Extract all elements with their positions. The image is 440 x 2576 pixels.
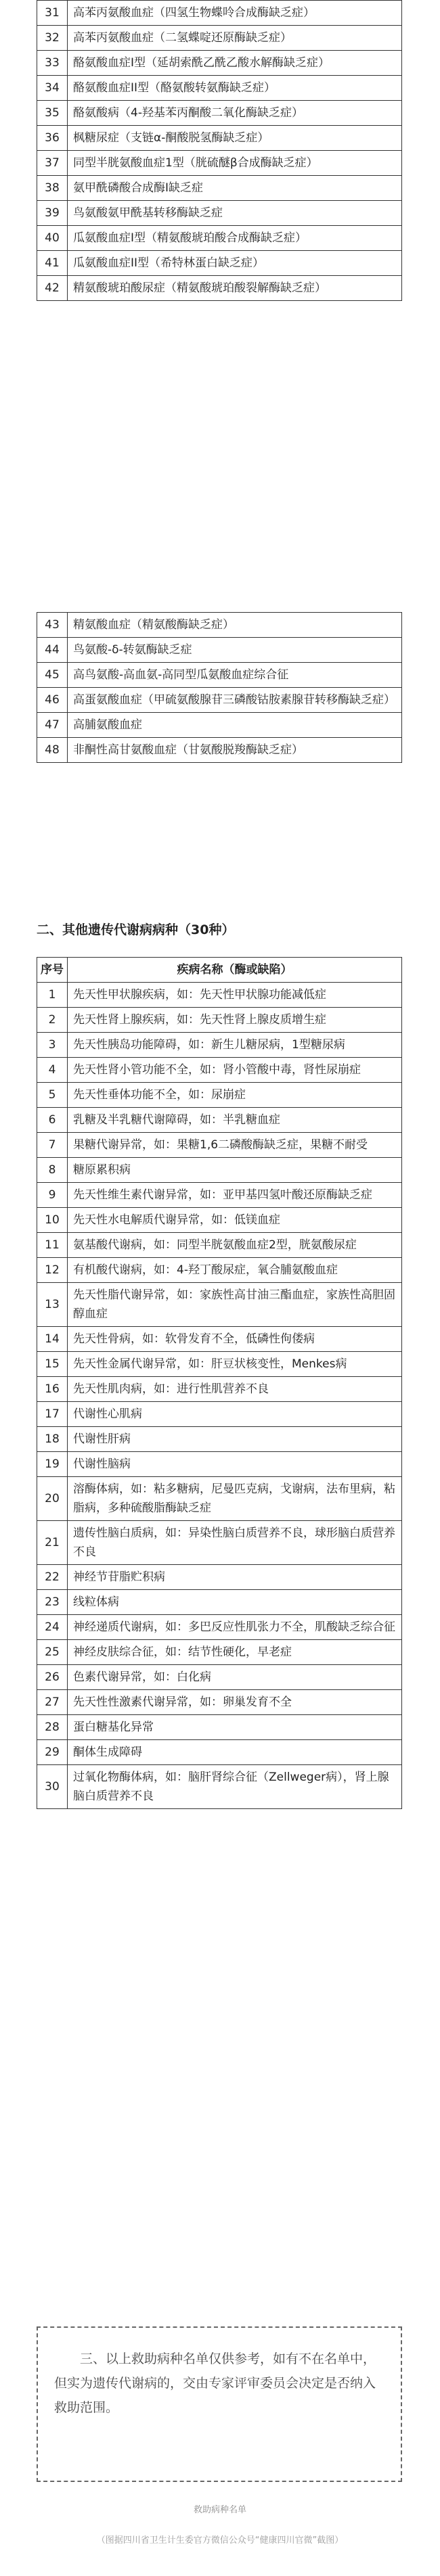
row-number: 30 <box>37 1765 68 1809</box>
row-number: 29 <box>37 1740 68 1765</box>
row-number: 39 <box>37 201 68 226</box>
table-row <box>37 1427 402 1452</box>
table-row <box>37 1765 402 1809</box>
disease-name: 酪氨酸血症I型（延胡索酰乙酰乙酸水解酶缺乏症） <box>68 51 402 76</box>
table-row <box>37 1008 402 1033</box>
disease-name: 线粒体病 <box>68 1590 402 1615</box>
table-row <box>37 201 402 226</box>
disease-name: 代谢性脑病 <box>68 1452 402 1477</box>
table-row <box>37 1133 402 1158</box>
table-row <box>37 1 402 26</box>
row-number: 5 <box>37 1083 68 1108</box>
row-number: 19 <box>37 1452 68 1477</box>
row-number: 26 <box>37 1665 68 1690</box>
disease-name: 神经递质代谢病，如：多巴反应性肌张力不全，肌酸缺乏综合征 <box>68 1615 402 1640</box>
disease-name: 高苯丙氨酸血症（四氢生物蝶呤合成酶缺乏症） <box>68 1 402 26</box>
disease-name: 鸟氨酸-δ-转氨酶缺乏症 <box>68 638 402 663</box>
table-row <box>37 1083 402 1108</box>
row-number: 23 <box>37 1590 68 1615</box>
table-row <box>37 1665 402 1690</box>
other-diseases-table <box>37 957 402 1809</box>
row-number: 16 <box>37 1377 68 1402</box>
row-number: 32 <box>37 26 68 51</box>
table-row <box>37 226 402 251</box>
disease-name: 溶酶体病，如：粘多糖病，尼曼匹克病，戈谢病，法布里病，粘脂病，多种硫酸脂酶缺乏症 <box>68 1477 402 1521</box>
disease-name: 先天性脂代谢异常，如：家族性高甘油三酯血症，家族性高胆固醇血症 <box>68 1283 402 1327</box>
row-number: 3 <box>37 1033 68 1058</box>
table-row <box>37 76 402 101</box>
disease-name: 精氨酸琥珀酸尿症（精氨酸琥珀酸裂解酶缺乏症） <box>68 276 402 301</box>
table-row <box>37 1452 402 1477</box>
disease-name: 神经节苷脂贮积病 <box>68 1565 402 1590</box>
header-number: 序号 <box>37 958 68 983</box>
row-number: 1 <box>37 983 68 1008</box>
disease-name: 氨甲酰磷酸合成酶I缺乏症 <box>68 176 402 201</box>
row-number: 13 <box>37 1283 68 1327</box>
row-number: 17 <box>37 1402 68 1427</box>
disease-name: 神经皮肤综合征，如：结节性硬化，早老症 <box>68 1640 402 1665</box>
row-number: 25 <box>37 1640 68 1665</box>
disease-name: 高脯氨酸血症 <box>68 713 402 738</box>
table-row <box>37 1521 402 1565</box>
row-number: 10 <box>37 1208 68 1233</box>
table-row <box>37 1565 402 1590</box>
row-number: 47 <box>37 713 68 738</box>
row-number: 31 <box>37 1 68 26</box>
table-row <box>37 1740 402 1765</box>
disease-name: 先天性垂体功能不全，如：尿崩症 <box>68 1083 402 1108</box>
table-row <box>37 688 402 713</box>
table-row <box>37 151 402 176</box>
row-number: 36 <box>37 126 68 151</box>
table-row <box>37 1477 402 1521</box>
table-body <box>37 983 402 1809</box>
row-number: 33 <box>37 51 68 76</box>
disease-name: 先天性肾小管功能不全，如：肾小管酸中毒，肾性尿崩症 <box>68 1058 402 1083</box>
table-row <box>37 126 402 151</box>
disease-name: 先天性性激素代谢异常，如：卵巢发育不全 <box>68 1690 402 1715</box>
table-row <box>37 251 402 276</box>
table-row <box>37 1402 402 1427</box>
table-row <box>37 276 402 301</box>
table-row <box>37 1033 402 1058</box>
row-number: 27 <box>37 1690 68 1715</box>
table-row <box>37 1327 402 1352</box>
disease-name: 先天性金属代谢异常，如：肝豆状核变性，Menkes病 <box>68 1352 402 1377</box>
table-row <box>37 1690 402 1715</box>
table-row <box>37 713 402 738</box>
disease-name: 同型半胱氨酸血症1型（胱硫醚β合成酶缺乏症） <box>68 151 402 176</box>
table-body <box>37 1 402 301</box>
disease-name: 高苯丙氨酸血症（二氢蝶啶还原酶缺乏症） <box>68 26 402 51</box>
table-row <box>37 1258 402 1283</box>
row-number: 6 <box>37 1108 68 1133</box>
disease-name: 先天性维生素代谢异常，如：亚甲基四氢叶酸还原酶缺乏症 <box>68 1183 402 1208</box>
table-row <box>37 1283 402 1327</box>
row-number: 22 <box>37 1565 68 1590</box>
table-row <box>37 26 402 51</box>
row-number: 11 <box>37 1233 68 1258</box>
table-row <box>37 1183 402 1208</box>
disease-name: 色素代谢异常，如：白化病 <box>68 1665 402 1690</box>
table-row <box>37 1640 402 1665</box>
row-number: 44 <box>37 638 68 663</box>
row-number: 8 <box>37 1158 68 1183</box>
row-number: 41 <box>37 251 68 276</box>
table-row <box>37 613 402 638</box>
disease-name: 高蛋氨酸血症（甲硫氨酸腺苷三磷酸钴胺素腺苷转移酶缺乏症） <box>68 688 402 713</box>
row-number: 15 <box>37 1352 68 1377</box>
disease-name: 氨基酸代谢病，如：同型半胱氨酸血症2型，胱氨酸尿症 <box>68 1233 402 1258</box>
row-number: 9 <box>37 1183 68 1208</box>
table-row <box>37 1058 402 1083</box>
disease-table-part-2 <box>37 612 402 763</box>
table-row <box>37 1108 402 1133</box>
disease-name: 枫糖尿症（支链α-酮酸脱氢酶缺乏症） <box>68 126 402 151</box>
disease-name: 先天性甲状腺疾病，如：先天性甲状腺功能减低症 <box>68 983 402 1008</box>
disease-name: 糖原累积病 <box>68 1158 402 1183</box>
disease-name: 代谢性肝病 <box>68 1427 402 1452</box>
disease-name: 高鸟氨酸-高血氨-高同型瓜氨酸血症综合征 <box>68 663 402 688</box>
table-row <box>37 638 402 663</box>
disease-name: 先天性肌肉病，如：进行性肌营养不良 <box>68 1377 402 1402</box>
table-row <box>37 1615 402 1640</box>
table-row <box>37 1352 402 1377</box>
row-number: 46 <box>37 688 68 713</box>
disease-name: 先天性胰岛功能障碍，如：新生儿糖尿病，1型糖尿病 <box>68 1033 402 1058</box>
disease-name: 先天性肾上腺疾病，如：先天性肾上腺皮质增生症 <box>68 1008 402 1033</box>
row-number: 12 <box>37 1258 68 1283</box>
disease-name: 乳糖及半乳糖代谢障碍，如：半乳糖血症 <box>68 1108 402 1133</box>
row-number: 24 <box>37 1615 68 1640</box>
row-number: 40 <box>37 226 68 251</box>
row-number: 14 <box>37 1327 68 1352</box>
disease-name: 酪氨酸血症II型（酪氨酸转氨酶缺乏症） <box>68 76 402 101</box>
disease-name: 先天性骨病，如：软骨发育不全，低磷性佝偻病 <box>68 1327 402 1352</box>
disease-name: 酪氨酸病（4-羟基苯丙酮酸二氧化酶缺乏症） <box>68 101 402 126</box>
note-text: 三、以上救助病种名单仅供参考，如有不在名单中，但实为遗传代谢病的，交由专家评审委员会决定是否纳入救助范围。 <box>54 2351 376 2415</box>
section-heading: 二、其他遗传代谢病病种（30种） <box>37 922 235 937</box>
disease-name: 精氨酸血症（精氨酸酶缺乏症） <box>68 613 402 638</box>
disease-name: 过氧化物酶体病，如：脑肝肾综合征（Zellweger病），肾上腺脑白质营养不良 <box>68 1765 402 1809</box>
table-body <box>37 613 402 763</box>
table-row <box>37 1377 402 1402</box>
row-number: 18 <box>37 1427 68 1452</box>
row-number: 21 <box>37 1521 68 1565</box>
header-disease-name: 疾病名称（酶或缺陷） <box>68 958 402 983</box>
row-number: 35 <box>37 101 68 126</box>
row-number: 7 <box>37 1133 68 1158</box>
table-row <box>37 101 402 126</box>
table-row <box>37 738 402 763</box>
table-header <box>37 958 402 983</box>
note-box <box>37 2326 402 2482</box>
table-row <box>37 1208 402 1233</box>
disease-name: 先天性水电解质代谢异常，如：低镁血症 <box>68 1208 402 1233</box>
disease-name: 有机酸代谢病，如：4-羟丁酸尿症，氧合脯氨酸血症 <box>68 1258 402 1283</box>
row-number: 2 <box>37 1008 68 1033</box>
disease-name: 鸟氨酸氨甲酰基转移酶缺乏症 <box>68 201 402 226</box>
row-number: 38 <box>37 176 68 201</box>
disease-name: 瓜氨酸血症II型（希特林蛋白缺乏症） <box>68 251 402 276</box>
row-number: 43 <box>37 613 68 638</box>
disease-name: 非酮性高甘氨酸血症（甘氨酸脱羧酶缺乏症） <box>68 738 402 763</box>
disease-name: 果糖代谢异常，如：果糖1,6二磷酸酶缺乏症，果糖不耐受 <box>68 1133 402 1158</box>
row-number: 45 <box>37 663 68 688</box>
table-row <box>37 1233 402 1258</box>
row-number: 48 <box>37 738 68 763</box>
row-number: 4 <box>37 1058 68 1083</box>
table-row <box>37 1715 402 1740</box>
row-number: 28 <box>37 1715 68 1740</box>
image-source: （图据四川省卫生计生委官方微信公众号“健康四川官微”截图） <box>96 2535 344 2546</box>
row-number: 20 <box>37 1477 68 1521</box>
disease-name: 代谢性心肌病 <box>68 1402 402 1427</box>
table-row <box>37 51 402 76</box>
row-number: 34 <box>37 76 68 101</box>
disease-name: 遗传性脑白质病，如：异染性脑白质营养不良，球形脑白质营养不良 <box>68 1521 402 1565</box>
disease-name: 瓜氨酸血症I型（精氨酸琥珀酸合成酶缺乏症） <box>68 226 402 251</box>
image-caption: 救助病种名单 <box>193 2505 246 2515</box>
table-row <box>37 1590 402 1615</box>
table-row <box>37 176 402 201</box>
table-row <box>37 663 402 688</box>
row-number: 37 <box>37 151 68 176</box>
disease-table-part-1 <box>37 0 402 301</box>
table-row <box>37 983 402 1008</box>
table-row <box>37 1158 402 1183</box>
disease-name: 酮体生成障碍 <box>68 1740 402 1765</box>
header-row <box>37 958 402 983</box>
row-number: 42 <box>37 276 68 301</box>
disease-name: 蛋白糖基化异常 <box>68 1715 402 1740</box>
